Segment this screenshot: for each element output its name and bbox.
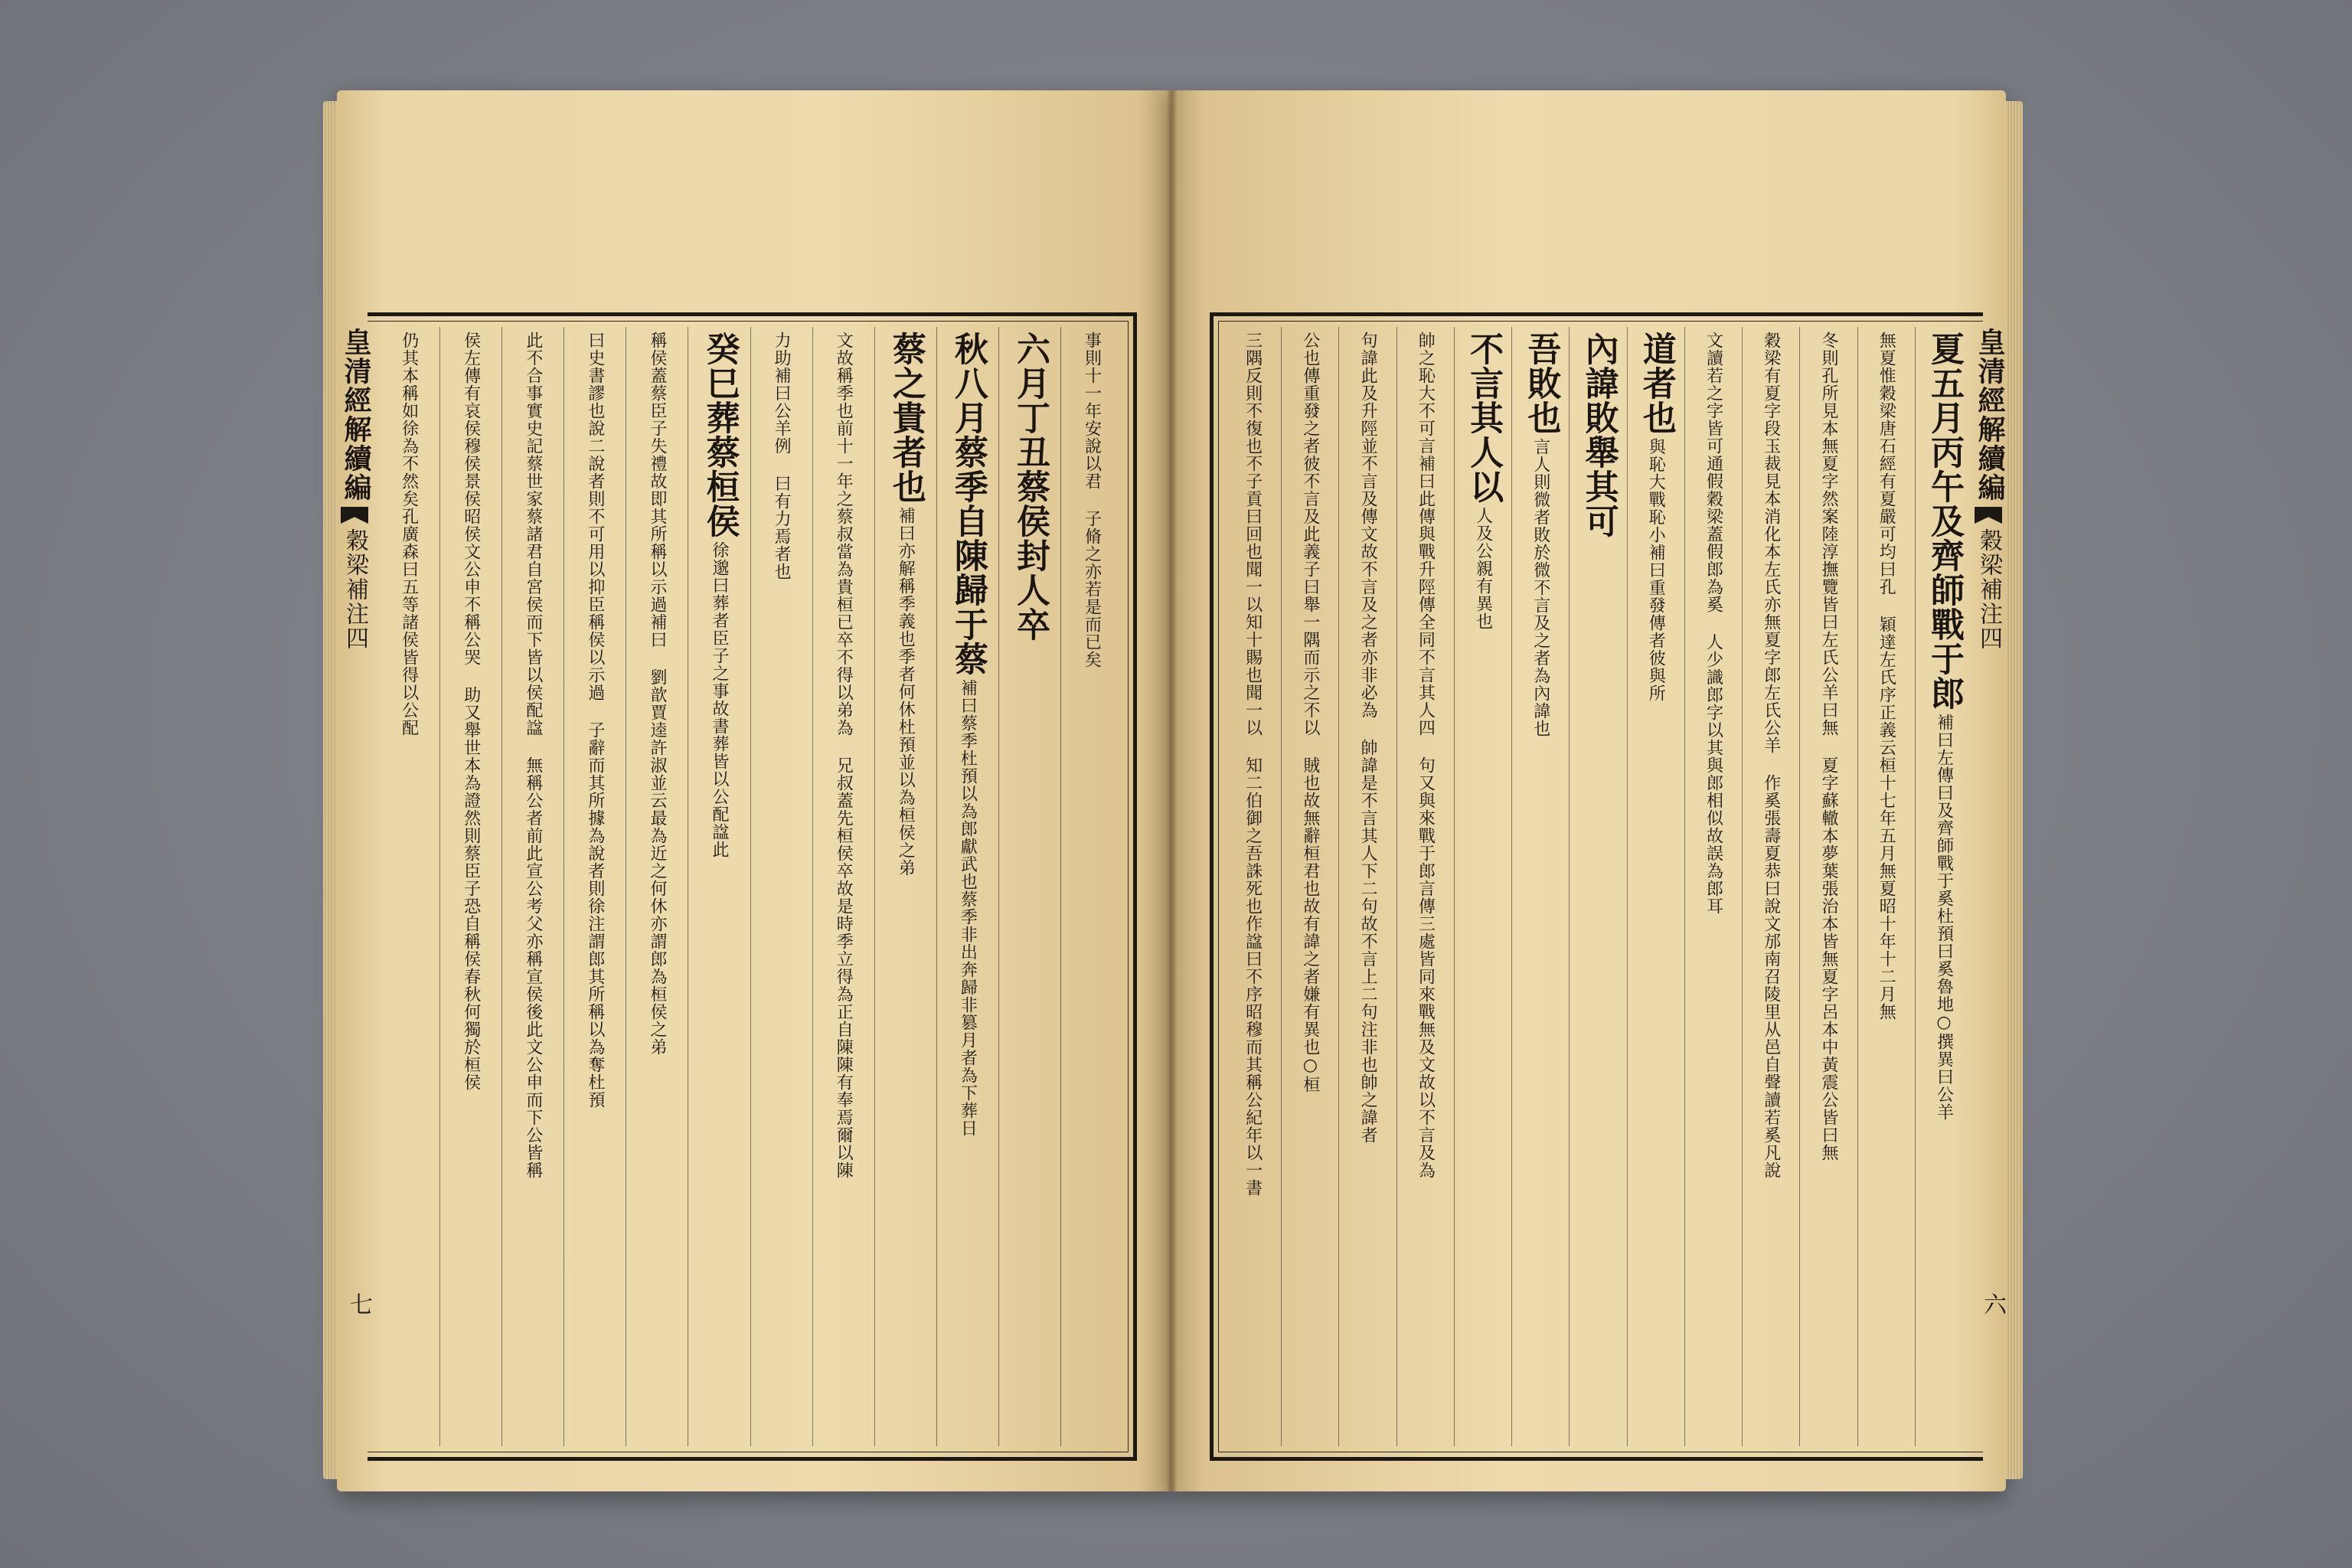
text-column [1281, 327, 1338, 1446]
text-column [874, 327, 936, 1446]
commentary-text: 補曰亦解稱季義也季者何休杜預並以為桓侯之弟 [896, 507, 916, 877]
commentary-text: 三隅反則不復也不子貢曰回也聞一以知十賜也聞一以 知二伯御之吾誅死也作諡曰不序昭穆而其稱公紀年以一書 [1243, 332, 1263, 1197]
text-column [812, 327, 874, 1446]
commentary-text: 力助補曰公羊例 曰有力焉者也 [772, 332, 792, 580]
main-text: 不言其人以 [1464, 332, 1504, 504]
main-text: 道者也 [1636, 332, 1676, 435]
page-edges [2006, 101, 2023, 1479]
commentary-text: 穀梁有夏字段玉裁見本消化本左氏亦無夏字郎左氏公羊 作奚張壽夏恭曰說文邡南召陵里从邑自聲讀若奚凡說 [1761, 332, 1781, 1179]
text-column [1511, 327, 1569, 1446]
main-text: 蔡之貴者也 [886, 332, 926, 504]
commentary-text: 冬則孔所見本無夏字然案陸淳撫覽皆曰左氏公羊曰無 夏字蘇轍本夢葉張治本皆無夏字呂本中黃震公皆曰無 [1818, 332, 1838, 1161]
left-text-frame [368, 312, 1137, 1461]
commentary-text: 與恥大戰恥小補曰重發傳者彼與所 [1646, 438, 1666, 702]
left-page [337, 90, 1171, 1491]
main-text: 吾敗也 [1521, 332, 1561, 435]
open-book [337, 90, 2006, 1491]
commentary-text: 文讀若之字皆可通假穀梁蓋假郎為奚 人少識郎字以其與郎相似故誤為郎耳 [1704, 332, 1723, 915]
text-column [1454, 327, 1511, 1446]
commentary-text: 句諱此及升陘並不言及傳文故不言及之者亦非必為 帥諱是不言其人下二句故不言上二句注非也帥之諱者 [1358, 332, 1378, 1144]
text-column [750, 327, 812, 1446]
main-text: 秋八月蔡季自陳歸于蔡 [948, 332, 988, 676]
banxin-title: 皇清經解續編 [340, 328, 372, 502]
text-column [688, 327, 750, 1446]
right-text-frame [1210, 312, 1983, 1461]
commentary-text: 帥之恥大不可言補曰此傳與戰升陘傳全同不言其人四 句又與來戰于郎言傳三處皆同來戰無及文故以不言及為 [1416, 332, 1436, 1179]
commentary-text: 此不合事實史記蔡世家蔡諸君自宮侯而下皆以侯配諡 無稱公者前此宣公考父亦稱宣侯後此文公申而下公皆稱 [523, 332, 543, 1179]
text-column [1224, 327, 1281, 1446]
text-column [378, 327, 439, 1446]
folio-number: 七 [345, 1292, 372, 1315]
text-column [1857, 327, 1915, 1446]
left-columns [378, 327, 1122, 1446]
commentary-text: 公也傳重發之者彼不言及此義子曰舉一隅而示之不以 賊也故無辭桓君也故有諱之者嫌有異也○桓 [1300, 332, 1320, 1093]
right-page [1171, 90, 2006, 1491]
commentary-text: 曰史書謬也說二說者則不可用以抑臣稱侯以示過 子辭而其所據為說者則徐注謂郎其所稱以為奪杜預 [585, 332, 605, 1109]
text-column [564, 327, 626, 1446]
book-gutter [1167, 90, 1178, 1491]
main-text: 六月丁丑蔡侯封人卒 [1010, 332, 1050, 642]
text-column [1684, 327, 1742, 1446]
main-text: 癸巳葬蔡桓侯 [700, 332, 740, 538]
text-column [626, 327, 688, 1446]
commentary-text: 文故稱季也前十一年之蔡叔當為貴桓已卒不得以弟為 兄叔蓋先桓侯卒故是時季立得為正自陳陳有奉焉爾以陳 [834, 332, 854, 1179]
folio-number: 六 [1979, 1292, 2006, 1315]
text-column [1915, 327, 1972, 1446]
banxin-subtitle: 穀梁補注四 [341, 528, 368, 651]
text-column [1799, 327, 1857, 1446]
text-column [1569, 327, 1626, 1446]
text-column [1338, 327, 1396, 1446]
commentary-text: 徐邈曰葬者臣子之事故書葬皆以公配諡此 [710, 541, 730, 858]
right-columns [1224, 327, 1972, 1446]
banxin-subtitle: 穀梁補注四 [1975, 528, 2002, 651]
commentary-text: 稱侯蓋蔡臣子失禮故即其所稱以示過補曰 劉歆賈逵許淑並云最為近之何休亦謂郎為桓侯之弟 [647, 332, 667, 1056]
main-text: 夏五月丙午及齊師戰于郎 [1924, 332, 1964, 710]
commentary-text: 人及公親有異也 [1473, 507, 1493, 630]
text-column [501, 327, 564, 1446]
commentary-text: 補曰左傳曰及齊師戰于奚杜預曰奚魯地○撰異曰公羊 [1934, 714, 1954, 1121]
commentary-text: 事則十一年安說以君 子脩之亦若是而已矣 [1082, 332, 1102, 668]
banxin-title: 皇清經解續編 [1974, 328, 2006, 502]
page-edges [323, 101, 337, 1479]
text-column [1060, 327, 1122, 1446]
commentary-text: 言人則微者敗於微不言及之者為內諱也 [1530, 438, 1550, 737]
fish-tail-mark [341, 507, 368, 524]
text-column [1627, 327, 1684, 1446]
text-column [936, 327, 998, 1446]
commentary-text: 仍其本稱如徐為不然矣孔廣森曰五等諸侯皆得以公配 [399, 332, 419, 737]
text-column [998, 327, 1060, 1446]
commentary-text: 補曰蔡季杜預以為郎獻武也蔡季非出奔歸非篡月者為下葬日 [958, 679, 978, 1137]
text-column [439, 327, 501, 1446]
main-text: 內諱敗舉其可 [1579, 332, 1619, 538]
text-column [1396, 327, 1454, 1446]
text-column [1742, 327, 1799, 1446]
commentary-text: 無夏惟穀梁唐石經有夏嚴可均曰孔 穎達左氏序正義云桓十七年五月無夏昭十年十二月無 [1877, 332, 1896, 1021]
commentary-text: 侯左傳有哀侯穆侯景侯昭侯文公申不稱公哭 助又舉世本為證然則蔡臣子恐自稱侯春秋何獨於桓侯 [461, 332, 481, 1091]
